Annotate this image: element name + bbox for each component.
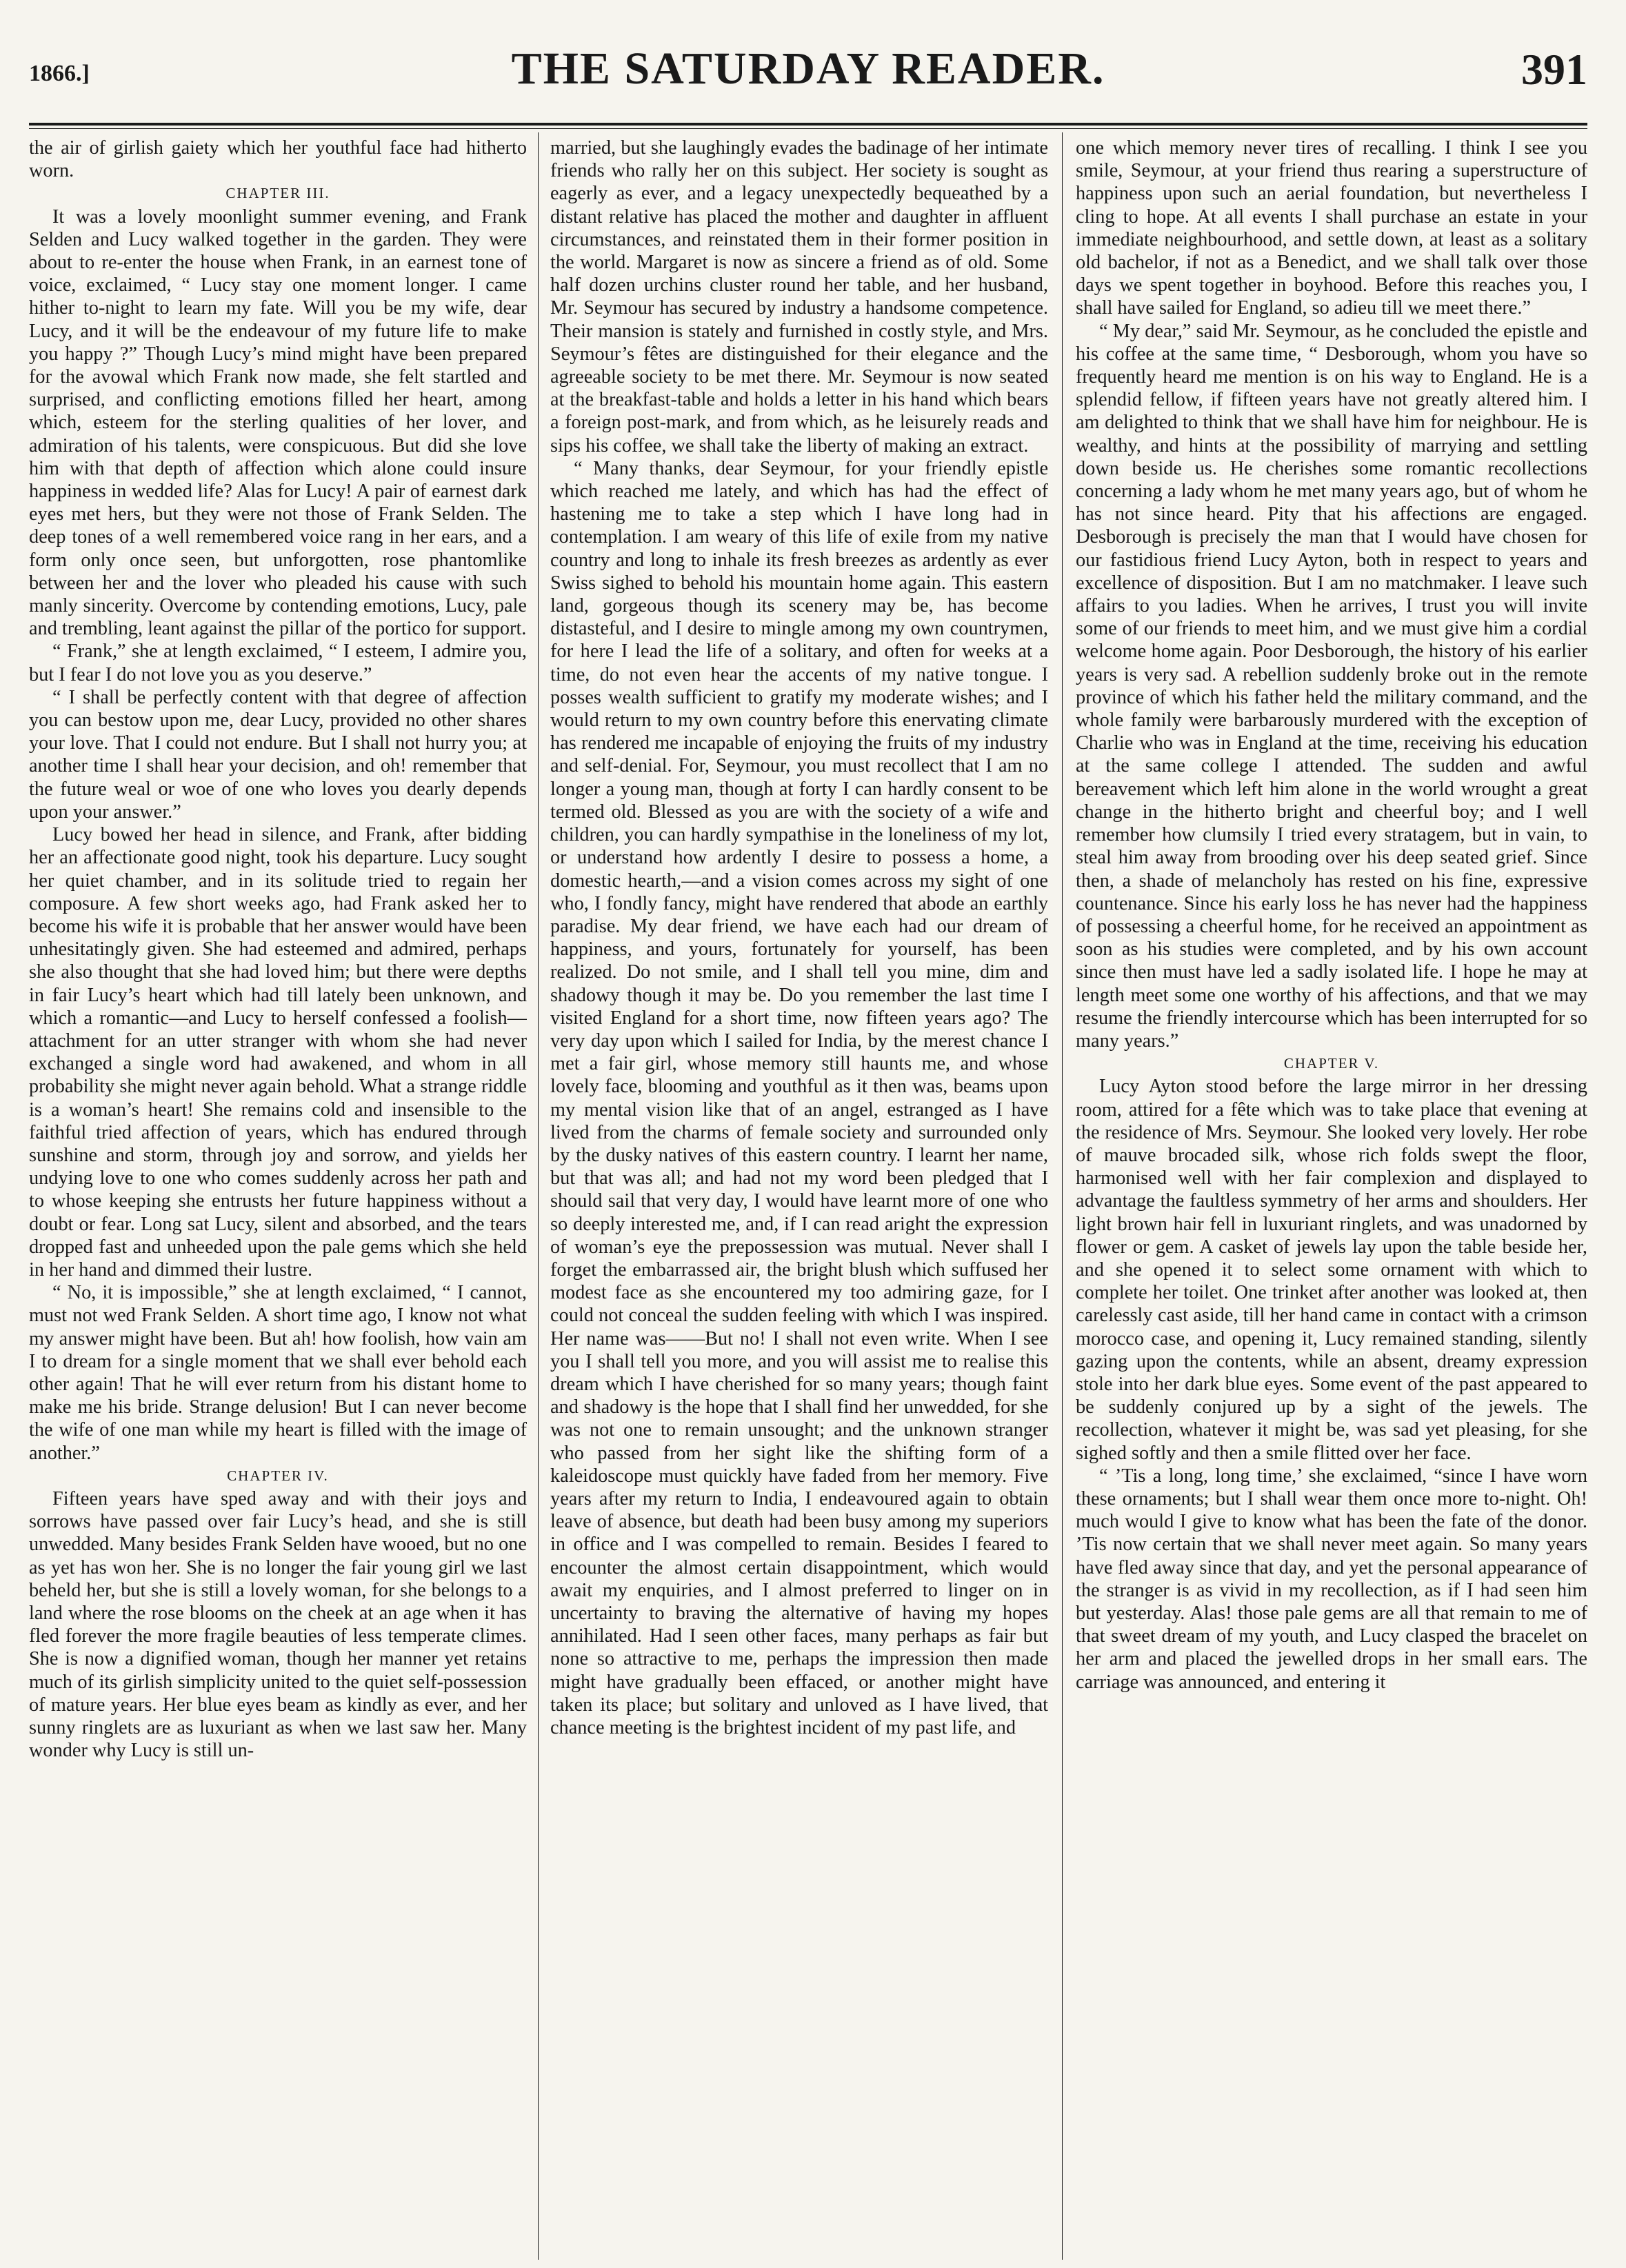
- column-divider: [538, 132, 539, 2260]
- column-divider: [1062, 132, 1063, 2260]
- chapter-heading: CHAPTER IV.: [227, 1467, 329, 1484]
- paragraph: Lucy Ayton stood before the large mirror in her dressing room, attired for a fête which was to take place that evening at the residence of Mrs. Seymour. She looked very lovely. Her robe of mauve brocaded silk, whose rich folds swept the floor, harmonised well with her fair complexion and displayed to advantage the faultless symmetry of her arms and shoulders. Her light brown hair fell in luxuriant ringlets, and was unadorned by flower or gem. A casket of jewels lay upon the table beside her, and she opened it to select some ornament with which to complete her toilet. One trinket after another was looked at, then carelessly cast aside, till her hand came in contact with a crimson morocco case, and opening it, Lucy remained standing, silently gazing upon the contents, while an absent, dreamy expression stole into her dark blue eyes. Some event of the past appeared to be suddenly conjured up by a sight of the jewels. The recollection, whatever it might be, was sad yet pleasing, for she sighed softly and then a smile flitted over her face.: [1076, 1076, 1587, 1464]
- paragraph: It was a lovely moonlight summer evening, and Frank Selden and Lucy walked together in the garden. They were about to re-enter the house when Frank, in an earnest tone of voice, exclaimed, “ Lucy stay one moment longer. I came hither to-night to learn my fate. Will you be my wife, dear Lucy, and it will be the endeavour of my future life to make you happy ?” Though Lucy’s mind might have been prepared for the avowal which Frank now made, she felt startled and surprised, and conflicting emotions filled her heart, among which, esteem for the sterling qualities of her lover, and admiration of his talents, were conspicuous. But did she love him with that depth of affection which alone could insure happiness in wedded life? Alas for Lucy! A pair of earnest dark eyes met hers, but they were not those of Frank Selden. The deep tones of a well remembered voice rang in her ears, and a form only once seen, but unforgotten, rose phantomlike between her and the lover who pleaded his cause with such manly sincerity. Overcome by contending emotions, Lucy, pale and trembling, leant against the pillar of the portico for support.: [29, 205, 527, 640]
- column-1: [29, 137, 527, 2257]
- issue-date: 1866.]: [29, 61, 90, 86]
- page-header: [29, 15, 1587, 94]
- chapter-heading: CHAPTER V.: [1283, 1055, 1380, 1072]
- paragraph: “ My dear,” said Mr. Seymour, as he concluded the epistle and his coffee at the same time, “ Desborough, whom you have so frequently heard me mention is on his way to England. He is a splendid fellow, if fifteen years have not greatly altered him. I am delighted to think that we shall have him for neighbour. He is wealthy, and hints at the possibility of marrying and settling down beside us. He cherishes some romantic recollections concerning a lady whom he met many years ago, but of whom he has not since heard. Pity that his affections are engaged. Desborough is precisely the man that I would have chosen for our fastidious friend Lucy Ayton, both in respect to years and excellence of disposition. But I am no matchmaker. I leave such affairs to you ladies. When he arrives, I trust you will invite some of our friends to meet him, and we must give him a cordial welcome home again. Poor Desborough, the history of his earlier years is very sad. A rebellion suddenly broke out in the remote province of which his father held the military command, and the whole family were barbarously murdered with the exception of Charlie who was in England at the time, receiving his education at the same college I attended. The sudden and awful bereavement which left him alone in the world wrought a great change in the hitherto bright and cheerful boy; and I well remember how clumsily I tried every stratagem, but in vain, to steal him away from brooding over his deep seated grief. Since then, a shade of melancholy has rested on his fine, expressive countenance. Since his early loss he has never had the happiness of possessing a cheerful home, for he received an appointment as soon as his studies were completed, and by his own account since then must have led a sadly isolated life. I hope he may at length meet some one worthy of his affections, and that we may resume the friendly intercourse which has been interrupted for so many years.”: [1076, 320, 1587, 1052]
- paragraph: Lucy bowed her head in silence, and Frank, after bidding her an affectionate good night, took his departure. Lucy sought her quiet chamber, and in its solitude tried to regain her composure. A few short weeks ago, had Frank asked her to become his wife it is probable that her answer would have been unhesitatingly given. She had esteemed and admired, perhaps she also thought that she had loved him; but there were depths in fair Lucy’s heart which had till lately been unknown, and which a romantic—and Lucy to herself confessed a foolish—attachment for an utter stranger with whom she had never exchanged a single word had awakened, and whom in all probability she might never again behold. What a strange riddle is a woman’s heart! She remains cold and insensible to the faithful tried affection of years, which has endured through sunshine and storm, through joy and sorrow, and yields her undying love to one who comes suddenly across her path and to whose keeping she entrusts her future happiness without a doubt or fear. Long sat Lucy, silent and absorbed, and the tears dropped fast and unheeded upon the pale gems which she held in her hand and dimmed their lustre.: [29, 824, 527, 1281]
- paragraph: the air of girlish gaiety which her youthful face had hitherto worn.: [29, 137, 527, 182]
- paragraph: Fifteen years have sped away and with their joys and sorrows have passed over fair Lucy’s head, and she is still unwedded. Many besides Frank Selden have wooed, but no one as yet has won her. She is no longer the fair young girl we last beheld her, but she is still a lovely woman, for she belongs to a land where the rose blooms on the cheek at an age when it has fled forever the more fragile beauties of less temperate climes. She is now a dignified woman, though her manner yet retains much of its girlish simplicity united to the quiet self-possession of mature years. Her blue eyes beam as kindly as ever, and her sunny ringlets are as luxuriant as when we last saw her. Many wonder why Lucy is still un-: [29, 1487, 527, 1762]
- paragraph: “ Many thanks, dear Seymour, for your friendly epistle which reached me lately, and which has had the effect of hastening me to take a step which I have long had in contemplation. I am weary of this life of exile from my native country and long to inhale its fresh breezes as ardently as ever Swiss sighed to behold his mountain home again. This eastern land, gorgeous though its scenery may be, has become distasteful, and I desire to mingle among my own countrymen, for here I lead the life of a solitary, and often for weeks at a time, do not even hear the accents of my native tongue. I posses wealth sufficient to gratify my moderate wishes; and I would return to my own country before this enervating climate has rendered me incapable of enjoying the fruits of my industry and self-denial. For, Seymour, you must recollect that I am no longer a young man, though at forty I can hardly consent to be termed old. Blessed as you are with the society of a wife and children, you can hardly sympathise in the loneliness of my lot, or understand how ardently I desire to possess a home, a domestic hearth,—and a vision comes across my sight of one who, I fondly fancy, might have rendered that abode an earthly paradise. My dear friend, we have each had our dream of happiness, and yours, fortunately for yourself, has been realized. Do not smile, and I shall tell you mine, dim and shadowy though it may be. Do you remember the last time I visited England for a short time, now fifteen years ago? The very day upon which I sailed for India, by the merest chance I met a fair girl, whose memory still haunts me, and whose lovely face, blooming and youthful as it then was, beams upon my mental vision like that of an angel, estranged as I have lived from the charms of female society and surrounded only by the dusky natives of this eastern country. I learnt her name, but that was all; and had not my word been pledged that I should sail that very day, I would have learnt more of one who so deeply interested me, and, if I can read aright the expression of woman’s eye the prepossession was mutual. Never shall I forget the embarrassed air, the bright blush which suffused her modest face as she encountered my too admiring gaze, for I could not conceal the sudden feeling with which I was inspired. Her name was——But no! I shall not even write. When I see you I shall tell you more, and you will assist me to realise this dream which I have cherished for so many years; though faint and shadowy is the hope that I shall find her unwedded, for she was not one to remain unsought; and the unknown stranger who passed from her sight like the shifting form of a kaleidoscope must quickly have faded from her memory. Five years after my return to India, I endeavoured again to obtain leave of absence, but death had been busy among my superiors in office and I was compelled to remain. Besides I feared to encounter the almost certain disappointment, which would await my enquiries, and I almost preferred to linger on in uncertainty to braving the alternative of having my hopes annihilated. Had I seen other faces, many perhaps as fair but none so attractive to me, perhaps the impression then made might have gradually been effaced, or another might have taken its place; but solitary and unloved as I have lived, that chance meeting is the brightest incident of my past life, and: [550, 457, 1048, 1739]
- paragraph: “ ’Tis a long, long time,’ she exclaimed, “since I have worn these ornaments; but I shall wear them once more to-night. Oh! much would I give to know what has been the fate of the donor. ’Tis now certain that we shall never meet again. So many years have fled away since that day, and yet the personal appearance of the stranger is as vivid in my recollection, as if I had seen him but yesterday. Alas! those pale gems are all that remain to me of that sweet dream of my youth, and Lucy clasped the bracelet on her arm and placed the jewelled drops in her small ears. The carriage was announced, and entering it: [1076, 1465, 1587, 1693]
- paragraph: “ Frank,” she at length exclaimed, “ I esteem, I admire you, but I fear I do not love you as you deserve.”: [29, 641, 527, 685]
- masthead-title: THE SATURDAY READER.: [511, 43, 1105, 94]
- paragraph: “ I shall be perfectly content with that degree of affection you can bestow upon me, dear Lucy, provided no other shares your love. That I could not endure. But I shall not hurry you; at another time I shall hear your decision, and oh! remember that the future weal or woe of one who loves you dearly depends upon your answer.”: [29, 686, 527, 823]
- paragraph: married, but she laughingly evades the badinage of her intimate friends who rally her on this subject. Her society is sought as eagerly as ever, and a legacy unexpectedly bequeathed by a distant relative has placed the mother and daughter in affluent circumstances, and reinstated them in their former position in the world. Margaret is now as sincere a friend as of old. Some half dozen urchins cluster round her table, and her husband, Mr. Seymour has secured by industry a handsome competence. Their mansion is stately and furnished in costly style, and Mrs. Seymour’s fêtes are distinguished for their elegance and the agreeable society to be met there. Mr. Seymour is now seated at the breakfast-table and holds a letter in his hand which bears a foreign post-mark, and from which, as he leisurely reads and sips his coffee, we shall take the liberty of making an extract.: [550, 137, 1048, 456]
- page-number: 391: [1521, 45, 1587, 94]
- chapter-heading: CHAPTER III.: [225, 185, 330, 202]
- paragraph: “ No, it is impossible,” she at length exclaimed, “ I cannot, must not wed Frank Selden. A short time ago, I know not what my answer might have been. But ah! how foolish, how vain am I to dream for a single moment that we shall ever behold each other again! That he will ever return from his distant home to make me his bride. Strange delusion! But I can never become the wife of one man while my heart is filled with the image of another.”: [29, 1282, 527, 1464]
- header-rule-thin: [29, 128, 1587, 129]
- column-2: [550, 137, 1048, 2257]
- paragraph: one which memory never tires of recalling. I think I see you smile, Seymour, at your friend thus rearing a superstructure of happiness upon such an aerial foundation, but nevertheless I cling to hope. At all events I shall purchase an estate in your immediate neighbourhood, and settle down, at least as a solitary old bachelor, if not as a Benedict, and we shall talk over those days we spent together in boyhood. Before this reaches you, I shall have sailed for England, so adieu till we meet there.”: [1076, 137, 1587, 319]
- column-3: [1076, 137, 1587, 2257]
- header-rule: [29, 123, 1587, 126]
